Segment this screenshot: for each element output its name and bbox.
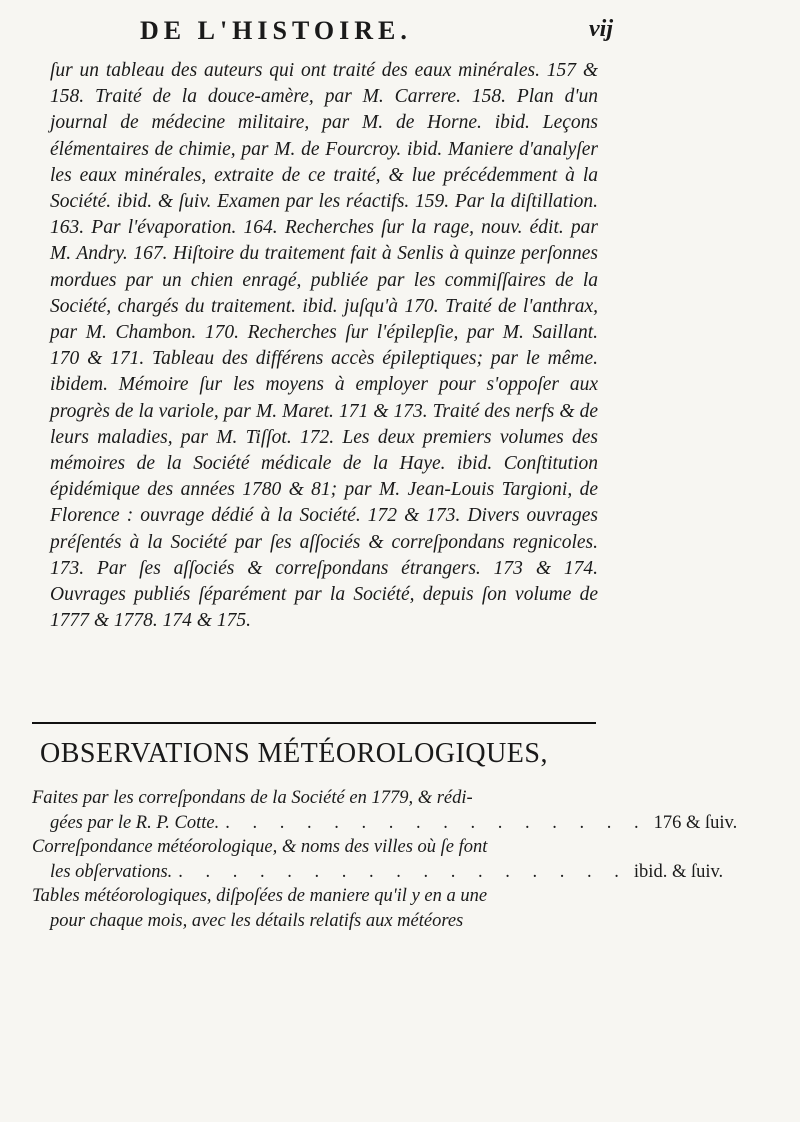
running-head: DE L'HISTOIRE. bbox=[140, 16, 412, 45]
toc-entry-continuation: les obſervations. bbox=[50, 861, 173, 882]
dot-leader: . . . . . . . . . . . . . . . . bbox=[225, 812, 648, 833]
table-of-contents bbox=[32, 786, 738, 933]
body-text-block bbox=[50, 58, 598, 634]
page-number: vij bbox=[589, 16, 613, 42]
dot-leader: . . . . . . . . . . . . . . . . . bbox=[178, 861, 628, 882]
toc-entry-text: Tables météorologiques, diſpoſées de maniere qu'il y en a une bbox=[32, 886, 488, 906]
toc-entry-text: Faites par les correſpondans de la Société en 1779, & rédi- bbox=[32, 788, 473, 808]
body-paragraph: ſur un tableau des auteurs qui ont traité des eaux minérales. 157 & 158. Traité de la douce-amère, par M. Carrere. 158. Plan d'un journal de médecine militaire, par M. de Horne. ibid. Leçons élémentaires de chimie, par M. de Fourcroy. ibid. Maniere d'analyſer les eaux minérales, extraite de ce traité, & lue précédemment à la Société. ibid. & ſuiv. Examen par les réactifs. 159. Par la diſtillation. 163. Par l'évaporation. 164. Recherches ſur la rage, nouv. édit. par M. Andry. 167. Hiſtoire du traitement fait à Senlis à quinze perſonnes mordues par un chien enragé, publiée par les commiſſaires de la Société, chargés du traitement. ibid. juſqu'à 170. Traité de l'anthrax, par M. Chambon. 170. Recherches ſur l'épilepſie, par M. Saillant. 170 & 171. Tableau des différens accès épileptiques; par le même. ibidem. Mémoire ſur les moyens à employer pour s'oppoſer aux progrès de la variole, par M. Maret. 171 & 173. Traité des nerfs & de leurs maladies, par M. Tiſſot. 172. Les deux premiers volumes des mémoires de la Société médicale de la Haye. ibid. Conſtitution épidémique des années 1780 & 81; par M. Jean-Louis Targioni, de Florence : ouvrage dédié à la Société. 172 & 173. Divers ouvrages préſentés à la Société par ſes aſſociés & correſpondans regnicoles. 173. Par ſes aſſociés & correſpondans étrangers. 173 & 174. Ouvrages publiés ſéparément par la Société, depuis ſon volume de 1777 & 1778. 174 & 175. bbox=[50, 60, 598, 632]
toc-page-ref: 176 & ſuiv. bbox=[653, 812, 738, 833]
toc-entry-text: Correſpondance météorologique, & noms des villes où ſe font bbox=[32, 837, 488, 857]
section-title: OBSERVATIONS MÉTÉOROLOGIQUES, bbox=[40, 738, 548, 769]
toc-page-ref: ibid. & ſuiv. bbox=[633, 861, 724, 882]
toc-entry-continuation: gées par le R. P. Cotte. bbox=[50, 812, 220, 833]
toc-entry bbox=[32, 884, 598, 933]
toc-entry-continuation: pour chaque mois, avec les détails relatifs aux météores bbox=[50, 910, 464, 931]
toc-entry bbox=[32, 786, 738, 835]
page-header bbox=[140, 12, 613, 52]
section-divider bbox=[32, 722, 596, 724]
toc-entry bbox=[32, 835, 724, 884]
